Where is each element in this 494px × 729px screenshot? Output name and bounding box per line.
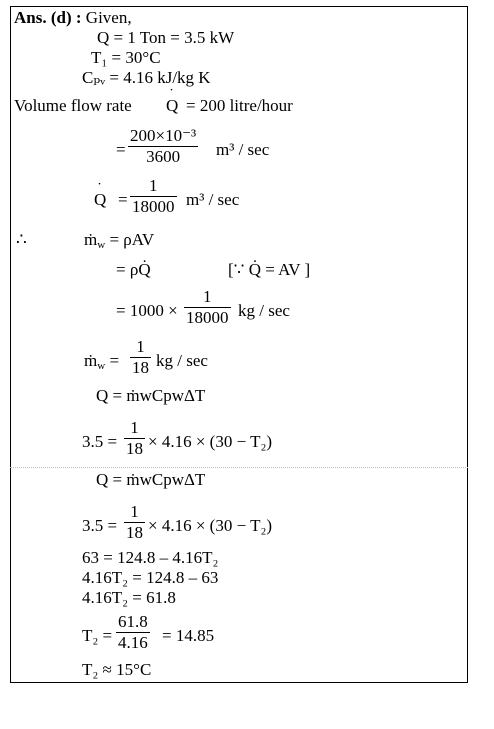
t2-lhs: T₂ =: [82, 626, 113, 645]
step-line: 4.16T₂ = 61.8: [82, 588, 176, 607]
unit-text: kg / sec: [156, 351, 208, 370]
eq-lhs: 3.5 =: [82, 516, 118, 535]
equals-sign: =: [116, 140, 126, 159]
fraction-numerator: 61.8: [118, 612, 148, 631]
because-note: [∵ Q̇ = AV ]: [228, 260, 311, 279]
fraction-mass: [184, 287, 231, 328]
answer-label: Ans. (d) :: [14, 8, 82, 27]
step-line: 63 = 124.8 – 4.16T₂: [82, 548, 219, 567]
unit-text: kg / sec: [238, 301, 290, 320]
fraction-denominator: 18000: [186, 308, 229, 327]
unit-text: m³ / sec: [216, 140, 270, 159]
eq-rhs: × 4.16 × (30 − T₂): [148, 516, 273, 535]
fraction-numerator: 1: [130, 337, 151, 358]
fraction-numerator: 1: [130, 176, 177, 197]
fraction-mw: [130, 337, 151, 378]
fraction-denominator: 4.16: [118, 633, 148, 652]
rho-q-line: = ρQ̇: [116, 260, 151, 279]
given-label: Given,: [85, 8, 132, 27]
answer-header: [14, 8, 132, 28]
fraction-numerator: 1: [124, 502, 145, 523]
equals-sign: =: [118, 190, 128, 209]
fraction-volume: [128, 126, 198, 167]
given-cpw: Cₚᵥ = 4.16 kJ/kg K: [82, 68, 211, 87]
fraction-denominator: 3600: [146, 147, 181, 166]
fraction-numerator: 1: [124, 418, 145, 439]
fraction-t2: [116, 612, 150, 653]
fraction-numerator: 200×10⁻³: [130, 126, 197, 145]
fraction-eq: [124, 502, 145, 543]
qdot-symbol: ˙ Q: [166, 96, 178, 116]
unit-text: m³ / sec: [186, 190, 240, 209]
final-answer: T₂ ≈ 15°C: [82, 660, 152, 679]
fraction-eq: [124, 418, 145, 459]
heat-equation: Q = ṁwCpwΔT: [96, 386, 206, 405]
therefore-symbol: ∴: [16, 230, 27, 249]
eq-lhs: 3.5 =: [82, 432, 118, 451]
heat-equation: Q = ṁwCpwΔT: [96, 470, 206, 489]
mass-flow-line: ṁ$_w$ = ρAV: [84, 230, 155, 251]
fraction-qdot: [130, 176, 177, 217]
t2-value: = 14.85: [162, 626, 215, 645]
fraction-denominator: 18: [126, 523, 143, 542]
given-t1: T₁ = 30°C: [91, 48, 161, 67]
given-q: Q = 1 Ton = 3.5 kW: [97, 28, 235, 47]
page-separator: [10, 467, 468, 468]
qdot-lhs: ˙ Q: [94, 190, 106, 210]
rho-value: = 1000 ×: [116, 301, 178, 320]
step-line: 4.16T₂ = 124.8 – 63: [82, 568, 219, 587]
eq-rhs: × 4.16 × (30 − T₂): [148, 432, 273, 451]
fraction-denominator: 18000: [132, 197, 175, 216]
fraction-numerator: 1: [184, 287, 231, 308]
fraction-denominator: 18: [132, 358, 149, 377]
volume-flow-label: Volume flow rate: [14, 96, 132, 115]
fraction-denominator: 18: [126, 439, 143, 458]
mass-flow-result: ṁ$_w$ =: [84, 351, 120, 372]
volume-flow-value: = 200 litre/hour: [186, 96, 293, 115]
